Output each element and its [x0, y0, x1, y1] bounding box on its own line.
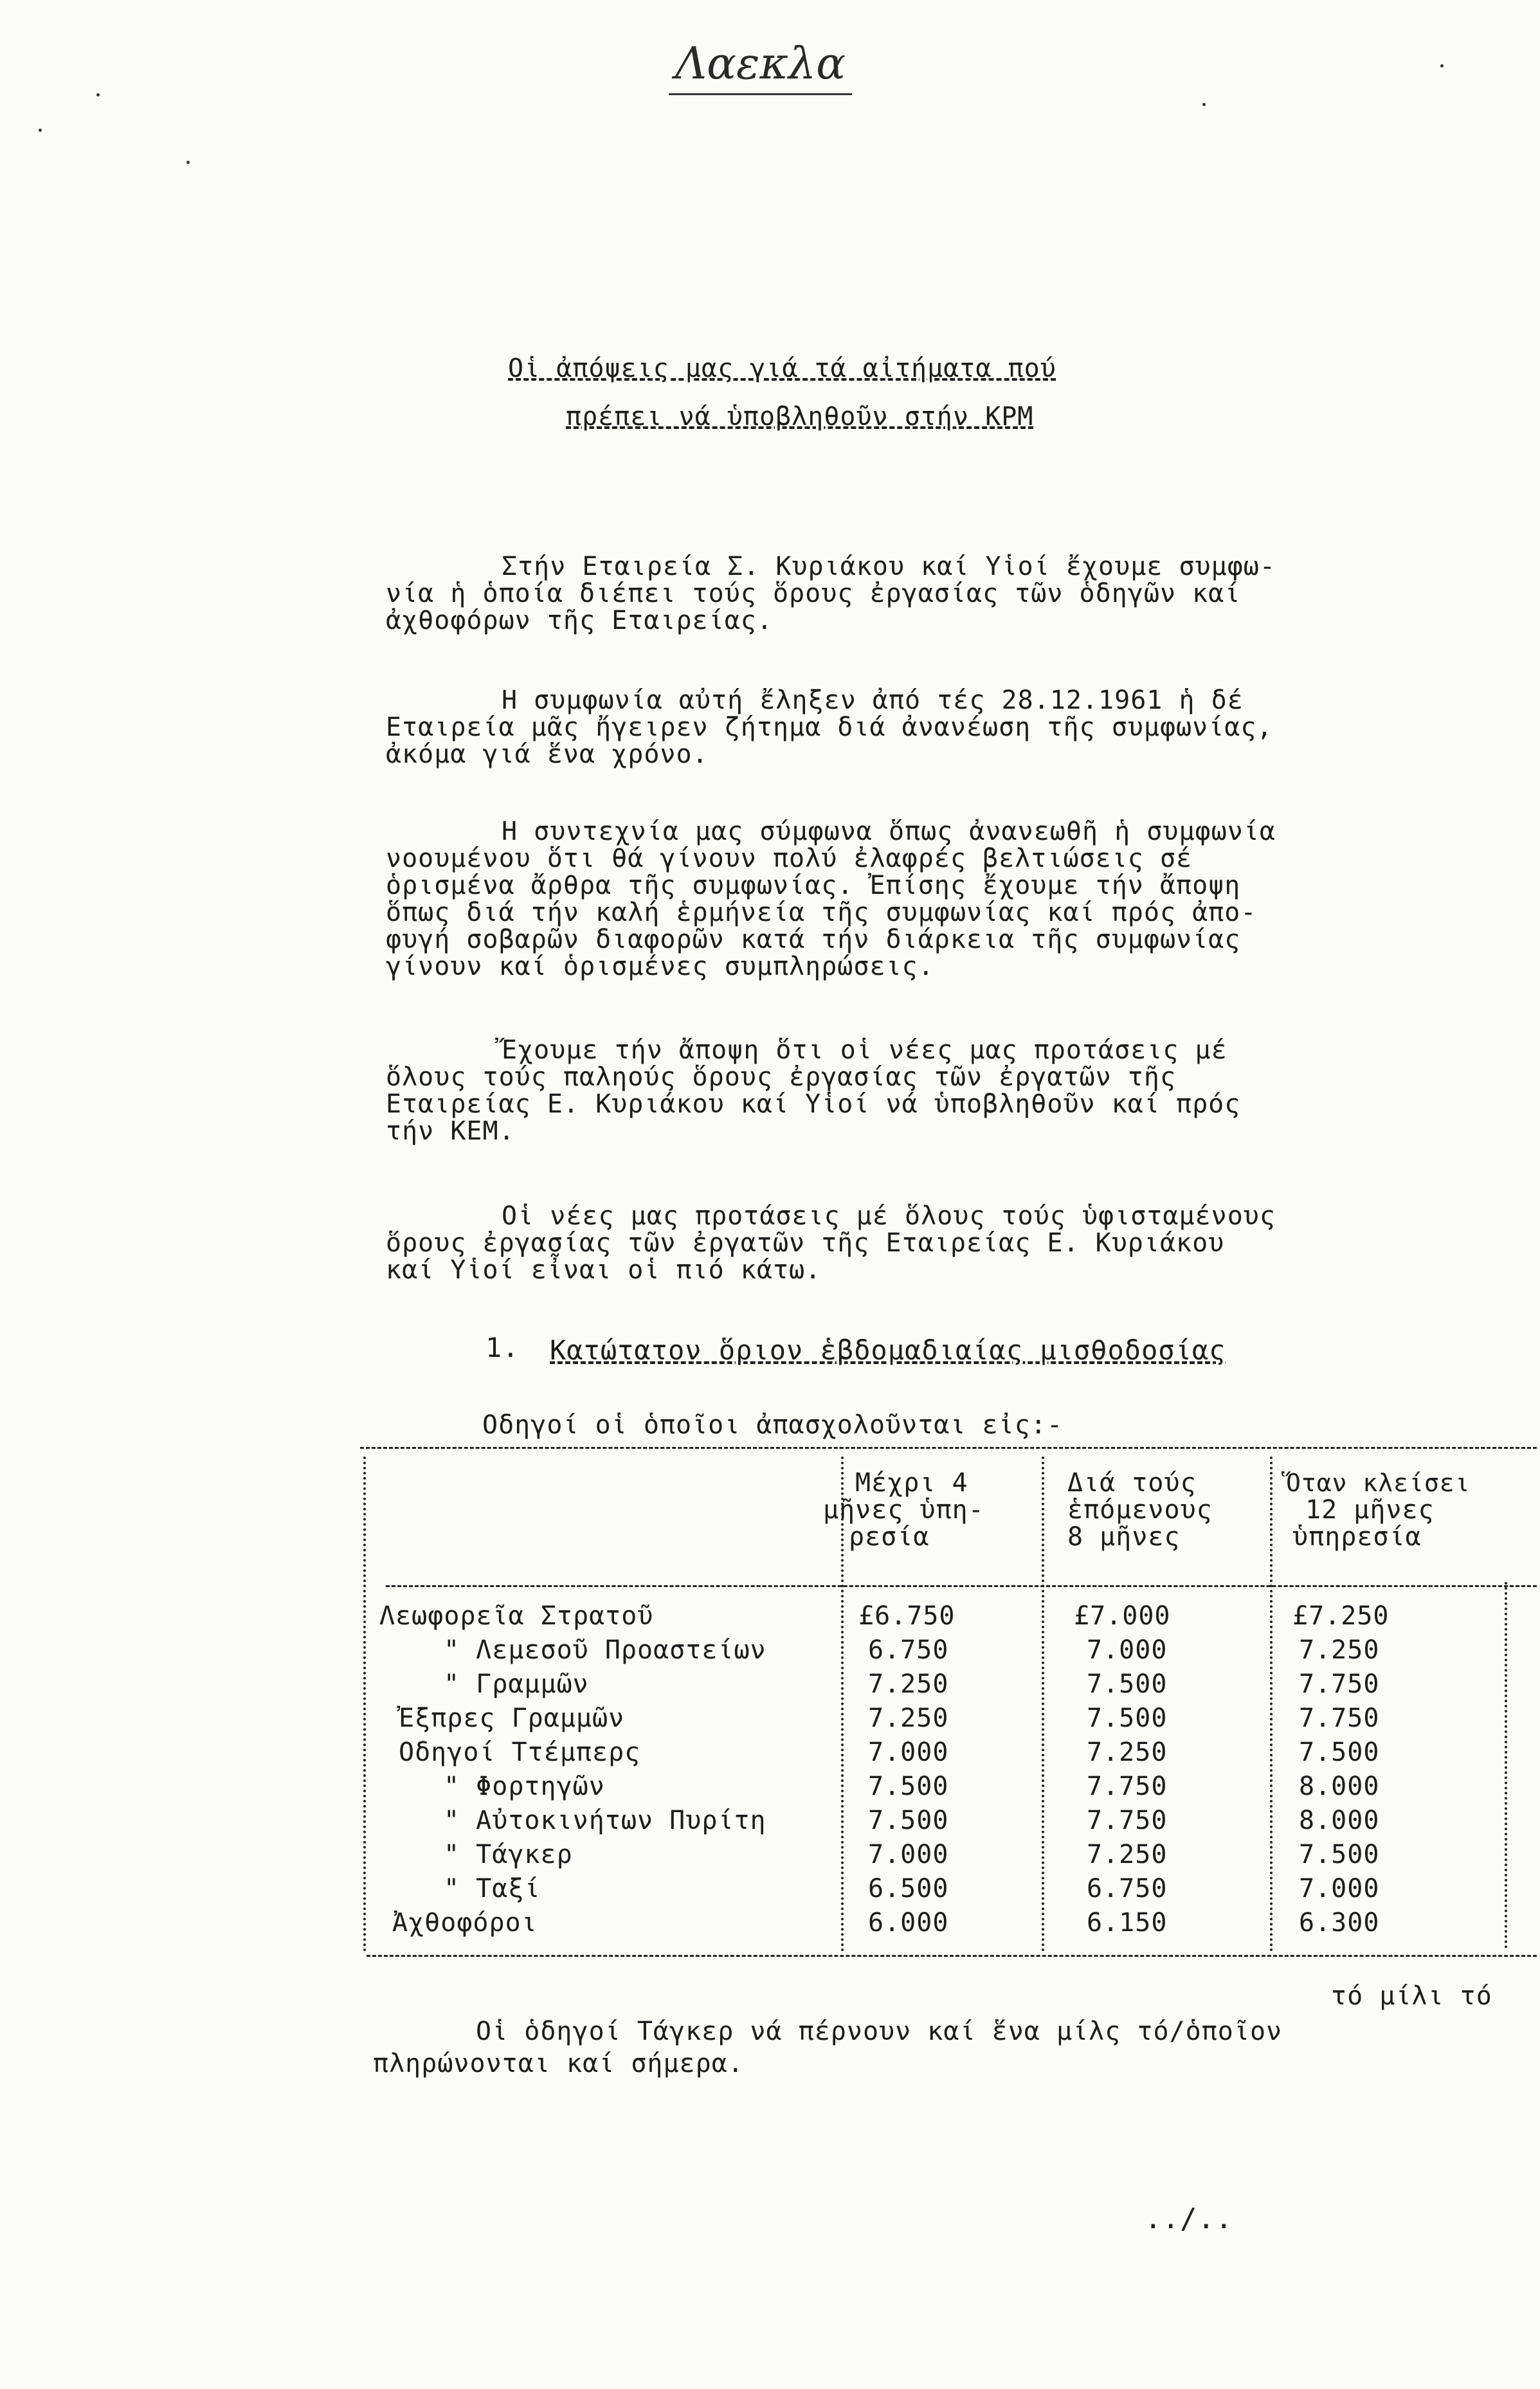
header-line: μῆνες ὑπη-	[823, 1495, 984, 1525]
row-value-col1: 7.000	[868, 1738, 949, 1767]
row-value-col1: £6.750	[858, 1601, 956, 1631]
row-value-col1: 7.250	[868, 1669, 949, 1699]
paragraph-5	[386, 1203, 1276, 1284]
paragraph-line: φυγή σοβαρῶν διαφορῶν κατά τήν διάρκεια τῆς συμφωνίας	[386, 925, 1241, 954]
row-label: Οδηγοί Ττέμπερς	[399, 1738, 641, 1767]
paragraph-line: ὅπως διά τήν καλή ἑρμήνεία τῆς συμφωνίας καί πρός ἀπο-	[386, 898, 1257, 927]
ink-speck	[186, 161, 190, 164]
paragraph-line: Στήν Εταιρεία Σ. Κυριάκου καί Υἱοί ἔχουμε συμφω-	[502, 552, 1276, 581]
table-header-col3	[1286, 1469, 1471, 1550]
row-value-col1: 6.500	[868, 1874, 949, 1903]
row-label: Ἀχθοφόροι	[392, 1908, 538, 1938]
row-value-col2: 7.250	[1087, 1840, 1168, 1869]
handwritten-note: Λαεκλα	[669, 39, 852, 95]
section-heading: Κατώτατον ὅριον ἑβδομαδιαίας μισθοδοσίας	[550, 1334, 1226, 1366]
table-right-edge	[1505, 1582, 1507, 1948]
row-label: " Γραμμῶν	[444, 1669, 589, 1699]
row-value-col2: 7.250	[1087, 1738, 1168, 1767]
ink-speck	[39, 129, 42, 132]
row-label: " Ταξί	[444, 1874, 541, 1903]
header-line: Μέχρι 4	[855, 1468, 968, 1498]
paragraph-line: ἀχθοφόρων τῆς Εταιρείας.	[386, 606, 773, 635]
footnote-line1: Οἱ ὁδηγοί Τάγκερ νά πέρνουν καί ἕνα μίλς τό/ὁποῖον	[476, 2017, 1283, 2046]
row-value-col3: 7.500	[1299, 1738, 1380, 1767]
row-value-col1: 7.500	[868, 1772, 949, 1801]
row-value-col2: 7.500	[1087, 1703, 1168, 1733]
row-value-col1: 6.000	[868, 1908, 949, 1938]
row-label: " Τάγκερ	[444, 1840, 573, 1869]
paragraph-line: Η συντεχνία μας σύμφωνα ὅπως ἀνανεωθῆ ἡ συμφωνία	[502, 817, 1276, 846]
table-column-divider	[841, 1457, 844, 1952]
paragraph-line: ὁρισμένα ἄρθρα τῆς συμφωνίας. Ἐπίσης ἔχουμε τήν ἄποψη	[386, 871, 1241, 900]
row-value-col2: 7.500	[1087, 1669, 1168, 1699]
section-number: 1.	[485, 1332, 520, 1363]
row-value-col2: 6.150	[1087, 1908, 1168, 1938]
paragraph-3	[386, 818, 1276, 980]
row-value-col3: 8.000	[1299, 1806, 1380, 1835]
row-value-col1: 6.750	[868, 1635, 949, 1665]
row-value-col3: 7.500	[1299, 1840, 1380, 1869]
paragraph-line: ἀκόμα γιά ἕνα χρόνο.	[386, 740, 709, 769]
row-label: Λεωφορεῖα Στρατοῦ	[379, 1601, 654, 1631]
paragraph-line: νοουμένου ὅτι θά γίνουν πολύ ἐλαφρές βελτιώσεις σέ	[386, 844, 1193, 873]
paragraph-line: Εταιρεία μᾶς ἤγειρεν ζήτημα διά ἀνανέωση τῆς συμφωνίας,	[386, 713, 1273, 742]
row-value-col3: 6.300	[1299, 1908, 1380, 1938]
paragraph-line: Ἔχουμε τήν ἄποψη ὅτι οἱ νέες μας προτάσεις μέ	[502, 1035, 1227, 1065]
table-bottom-rule	[367, 1955, 1537, 1957]
row-label: Ἐξπρες Γραμμῶν	[399, 1703, 625, 1733]
header-line: 12 μῆνες	[1305, 1495, 1435, 1525]
document-title-line2: πρέπει νά ὑποβληθοῦν στήν ΚΡΜ	[566, 402, 1034, 431]
table-left-edge	[363, 1457, 366, 1952]
ink-speck	[96, 93, 100, 96]
row-value-col1: 7.250	[868, 1703, 949, 1733]
paragraph-2	[386, 687, 1273, 768]
footnote-insertion: τό μίλι τό	[1331, 1981, 1492, 2011]
row-label: " Λεμεσοῦ Προαστείων	[444, 1635, 766, 1665]
table-column-divider	[1042, 1457, 1044, 1952]
paragraph-1	[386, 553, 1276, 634]
row-value-col2: £7.000	[1074, 1601, 1171, 1631]
row-value-col2: 7.750	[1087, 1806, 1168, 1835]
row-value-col1: 7.000	[868, 1840, 949, 1869]
ink-speck	[1440, 64, 1444, 68]
table-header-col2	[1067, 1469, 1213, 1550]
row-value-col2: 6.750	[1087, 1874, 1168, 1903]
page-continuation-mark: ../..	[1145, 2203, 1233, 2235]
row-value-col2: 7.000	[1087, 1635, 1168, 1665]
paragraph-line: ὅλους τούς παληούς ὅρους ἐργασίας τῶν ἐργατῶν τῆς	[386, 1062, 1177, 1092]
table-header-rule	[386, 1585, 1537, 1587]
row-value-col3: 7.750	[1299, 1703, 1380, 1733]
paragraph-line: γίνουν καί ὁρισμένες συμπληρώσεις.	[386, 952, 934, 981]
row-label: " Φορτηγῶν	[444, 1772, 605, 1801]
row-value-col1: 7.500	[868, 1806, 949, 1835]
header-line: 8 μῆνες	[1067, 1522, 1181, 1552]
paragraph-line: ὅρους ἐργασίας τῶν ἐργατῶν τῆς Εταιρείας Ε. Κυριάκου	[386, 1228, 1225, 1258]
paragraph-line: τήν ΚΕΜ.	[386, 1116, 515, 1146]
row-value-col3: 7.250	[1299, 1635, 1380, 1665]
header-line: ἑπόμενους	[1067, 1495, 1213, 1525]
footnote-line2: πληρώνονται καί σήμερα.	[373, 2049, 744, 2078]
paragraph-line: Εταιρείας Ε. Κυριάκου καί Υἱοί νά ὑποβληθοῦν καί πρός	[386, 1089, 1241, 1119]
header-line: ρεσία	[849, 1522, 930, 1552]
header-line: Ὅταν κλείσει	[1286, 1469, 1471, 1497]
paragraph-line: Η συμφωνία αὐτή ἔληξεν ἀπό τές 28.12.1961 ἡ δέ	[502, 686, 1244, 715]
table-column-divider	[1270, 1457, 1273, 1952]
document-title-line1: Οἱ ἀπόψεις μας γιά τά αἰτήματα πού	[508, 354, 1056, 383]
table-top-rule	[360, 1447, 1537, 1449]
table-header-col1	[823, 1468, 984, 1552]
ink-speck	[1202, 103, 1206, 106]
paragraph-line: νία ἡ ὁποία διέπει τούς ὅρους ἐργασίας τῶν ὁδηγῶν καί	[386, 579, 1241, 608]
row-value-col3: 8.000	[1299, 1772, 1380, 1801]
header-line: ὑπηρεσία	[1292, 1522, 1422, 1552]
row-value-col3: 7.750	[1299, 1669, 1380, 1699]
paragraph-4	[386, 1037, 1240, 1145]
paragraph-line: καί Υἱοί εἶναι οἱ πιό κάτω.	[386, 1255, 822, 1285]
row-label: " Αὐτοκινήτων Πυρίτη	[444, 1806, 766, 1835]
row-value-col3: 7.000	[1299, 1874, 1380, 1903]
header-line: Διά τούς	[1067, 1468, 1197, 1498]
section-subheading: Οδηγοί οἱ ὁποῖοι ἀπασχολοῦνται εἰς:-	[482, 1410, 1063, 1440]
row-value-col3: £7.250	[1292, 1601, 1390, 1631]
paragraph-line: Οἱ νέες μας προτάσεις μέ ὅλους τούς ὑφισταμένους	[502, 1201, 1276, 1231]
row-value-col2: 7.750	[1087, 1772, 1168, 1801]
